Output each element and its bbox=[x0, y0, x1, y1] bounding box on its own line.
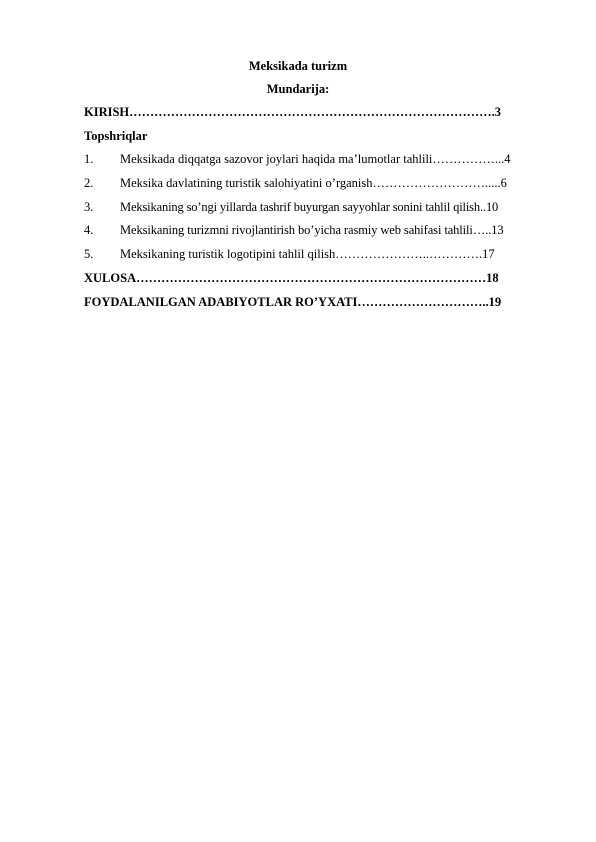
toc-tasks-heading: Topshriqlar bbox=[84, 129, 148, 143]
toc-entry-text: Meksikaning turizmni rivojlantirish bo’yicha rasmiy web sahifasi tahlili bbox=[120, 223, 473, 237]
toc-entry-number: 2. bbox=[84, 176, 94, 190]
toc-page-number: 18 bbox=[486, 271, 499, 285]
toc-entry-intro bbox=[84, 104, 554, 120]
toc-heading: Mundarija: bbox=[266, 82, 330, 96]
toc-entry-text: KIRISH bbox=[84, 105, 130, 119]
toc-entry-text: Meksikaning turistik logotipini tahlil qilish bbox=[120, 247, 336, 261]
toc-entry-number: 5. bbox=[84, 247, 94, 261]
toc-entry-5 bbox=[84, 246, 556, 262]
toc-leader-dots: …………………..…………. bbox=[335, 247, 483, 261]
toc-entry-number: 3. bbox=[84, 200, 94, 214]
toc-leader-dots: ……………... bbox=[432, 152, 505, 166]
toc-entry-2 bbox=[84, 175, 556, 191]
toc-entry-4 bbox=[84, 222, 556, 238]
toc-page-number: 17 bbox=[482, 247, 495, 261]
toc-entry-number: 4. bbox=[84, 223, 94, 237]
toc-leader-dots: ………………………….. bbox=[357, 295, 489, 309]
toc-page-number: 4 bbox=[504, 152, 511, 166]
toc-page-number: 13 bbox=[491, 223, 504, 237]
toc-entry-text: Meksikaning so’ngi yillarda tashrif buyurgan sayyohlar sonini tahlil qilish.. bbox=[120, 200, 486, 214]
toc-entry-text: Meksikada diqqatga sazovor joylari haqida ma’lumotlar tahlili bbox=[120, 152, 433, 166]
toc-entry-number: 1. bbox=[84, 152, 94, 166]
toc-entry-text: XULOSA bbox=[84, 271, 137, 285]
toc-entry-references bbox=[84, 294, 554, 310]
toc-leader-dots: ………………………………………………………………………… bbox=[136, 271, 487, 285]
toc-entry-text: Meksika davlatining turistik salohiyatini o’rganish bbox=[120, 176, 373, 190]
toc-entry-1 bbox=[84, 151, 556, 167]
toc-leader-dots: ….. bbox=[472, 223, 492, 237]
toc-page-number: 6 bbox=[500, 176, 507, 190]
toc-page-number: 10 bbox=[485, 200, 499, 214]
toc-page-number: 19 bbox=[488, 295, 502, 309]
toc-leader-dots: ……………………………………………………………………………. bbox=[129, 105, 495, 119]
toc-leader-dots: ………………………..... bbox=[372, 176, 501, 190]
document-title: Meksikada turizm bbox=[248, 59, 348, 73]
toc-page-number: 3 bbox=[494, 105, 502, 119]
toc-entry-conclusion bbox=[84, 270, 554, 286]
toc-entry-text: FOYDALANILGAN ADABIYOTLAR RO’YXATI bbox=[84, 295, 358, 309]
toc-entry-3 bbox=[84, 199, 556, 215]
